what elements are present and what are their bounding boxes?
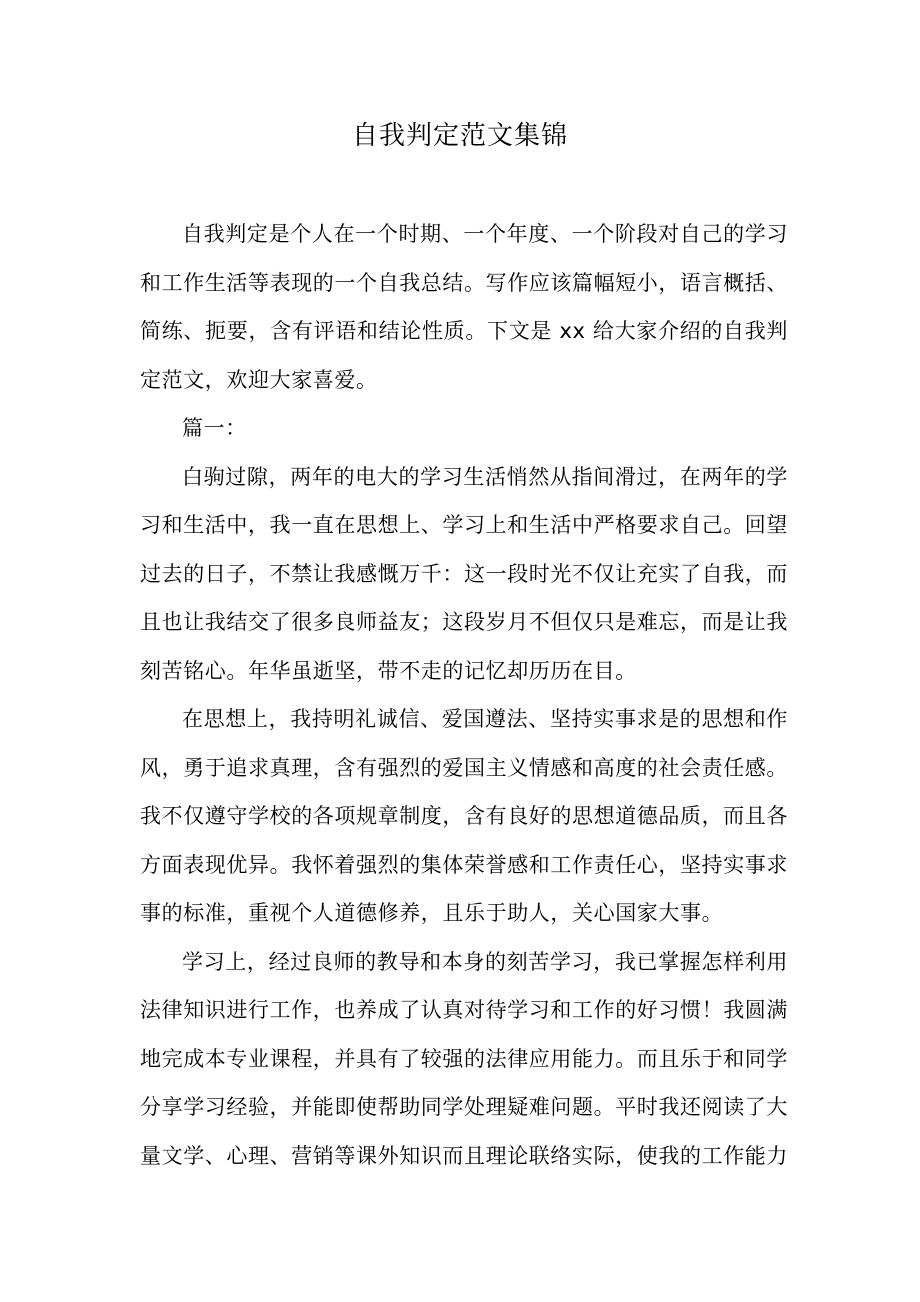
document-title: 自我判定范文集锦 bbox=[351, 121, 568, 151]
document-body bbox=[140, 210, 788, 1180]
body-paragraph: 学习上，经过良师的教导和本身的刻苦学习，我已掌握怎样利用法律知识进行工作，也养成了认真对待学习和工作的好习惯！我圆满地完成本专业课程，并具有了较强的法律应用能力。而且乐于和同学分享学习经验，并能即使帮助同学处理疑难问题。平时我还阅读了大量文学、心理、营销等课外知识而且理论联络实际，使我的工作能力 bbox=[140, 949, 788, 1168]
body-paragraph: 在思想上，我持明礼诚信、爱国遵法、坚持实事求是的思想和作风，勇于追求真理，含有强烈的爱国主义情感和高度的社会责任感。我不仅遵守学校的各项规章制度，含有良好的思想道德品质，而且各方面表现优异。我怀着强烈的集体荣誉感和工作责任心，坚持实事求事的标准，重视个人道德修养，且乐于助人，关心国家大事。 bbox=[140, 707, 788, 925]
intro-paragraph: 自我判定是个人在一个时期、一个年度、一个阶段对自己的学习和工作生活等表现的一个自我总结。写作应该篇幅短小，语言概括、简练、扼要，含有评语和结论性质。下文是 xx 给大家介绍的自我判定范文，欢迎大家喜爱。 bbox=[140, 222, 788, 392]
body-paragraph: 白驹过隙，两年的电大的学习生活悄然从指间滑过，在两年的学习和生活中，我一直在思想上、学习上和生活中严格要求自己。回望过去的日子，不禁让我感慨万千：这一段时光不仅让充实了自我，而且也让我结交了很多良师益友；这段岁月不但仅只是难忘，而是让我刻苦铭心。年华虽逝坚，带不走的记忆却历历在目。 bbox=[140, 464, 788, 683]
section-heading: 篇一： bbox=[182, 416, 247, 440]
